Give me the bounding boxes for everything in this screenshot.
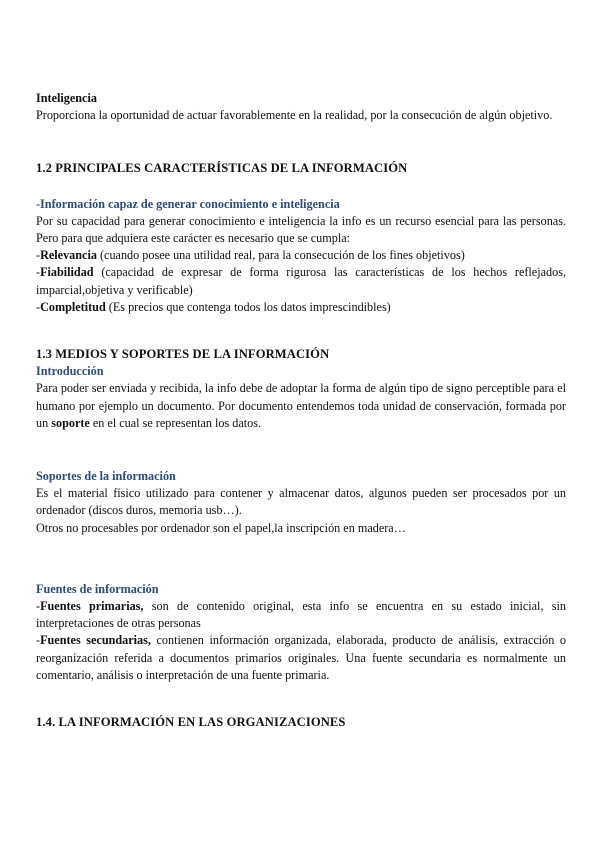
section-1-3-heading: 1.3 MEDIOS Y SOPORTES DE LA INFORMACIÓN [36, 347, 330, 362]
section-1-4-heading: 1.4. LA INFORMACIÓN EN LAS ORGANIZACIONES [36, 715, 346, 730]
section-1-2-subheading: -Información capaz de generar conocimiento e inteligencia [36, 196, 340, 211]
characteristic-fiabilidad: -Fiabilidad (capacidad de expresar de forma rigurosa las características de los hechos reflejados, imparcial,objetiva y verificable) [36, 265, 566, 297]
characteristic-completitud: -Completitud (Es precios que contenga todos los datos imprescindibles) [36, 299, 391, 314]
intel-title: Inteligencia [36, 91, 97, 105]
document-page [36, 90, 566, 731]
section-1-2-intro: Por su capacidad para generar conocimiento e inteligencia la info es un recurso esencial para las personas. Pero para que adquiera este carácter es necesario que se cumpla: [36, 213, 566, 246]
characteristic-term: Relevancia [40, 248, 97, 263]
characteristic-term: Fiabilidad [40, 265, 94, 280]
fuente-primarias: -Fuentes primarias, son de contenido original, esta info se encuentra en su estado inicial, sin interpretaciones de otras personas [36, 599, 567, 631]
characteristic-term: Completitud [40, 299, 106, 314]
soportes-subheading: Soportes de la información [36, 469, 176, 484]
fuente-secundarias: -Fuentes secundarias, contienen información organizada, elaborada, producto de análisis, extracción o reorganización referida a documentos primarios originales. Una fuente secundaria es normalmente un comentario, análisis o interpretación de una fuente primaria. [36, 633, 567, 682]
fuentes-subheading: Fuentes de información [36, 581, 159, 596]
soportes-body-2: Otros no procesables por ordenador son el papel,la inscripción en madera… [36, 520, 406, 535]
characteristic-relevancia: -Relevancia (cuando posee una utilidad real, para la consecución de los fines objetivos) [36, 248, 465, 263]
soportes-body-1: Es el material físico utilizado para contener y almacenar datos, algunos pueden ser procesados por un ordenador (discos duros, memoria usb…). [36, 486, 566, 518]
intel-body: Proporciona la oportunidad de actuar favorablemente en la realidad, por la consecución de algún objetivo. [36, 108, 553, 123]
intro-body: Para poder ser enviada y recibida, la info debe de adoptar la forma de algún tipo de signo perceptible para el humano por ejemplo un documento. Por documento entendemos toda unidad de conservación, formada por un soporte en el cual se representan los datos. [36, 381, 566, 430]
intro-subheading: Introducción [36, 364, 104, 379]
section-1-2-heading: 1.2 PRINCIPALES CARACTERÍSTICAS DE LA INFORMACIÓN [36, 161, 408, 176]
